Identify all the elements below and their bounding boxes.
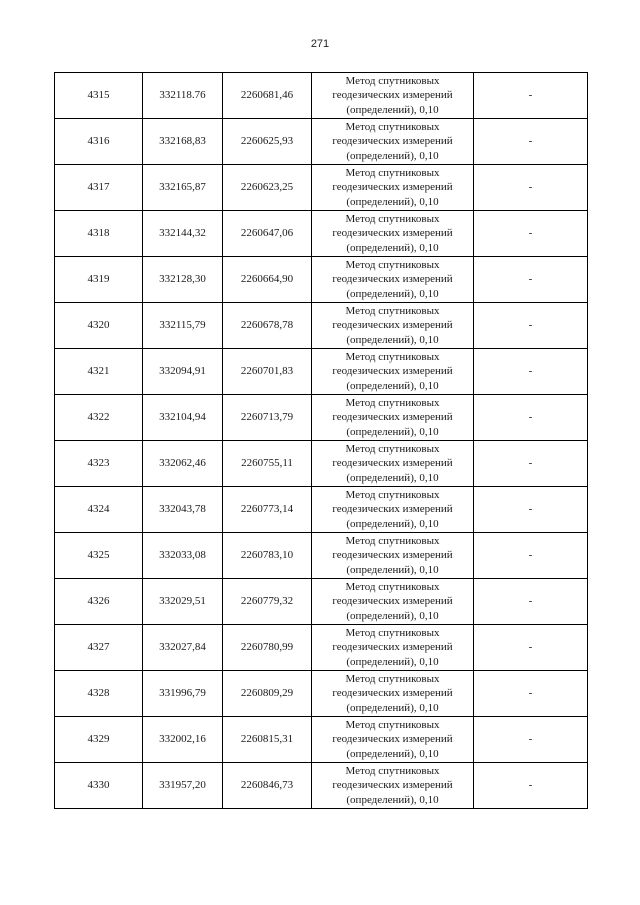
table-row bbox=[55, 717, 588, 763]
method-line: геодезических измерений bbox=[332, 181, 453, 194]
table-row bbox=[55, 257, 588, 303]
method-line: геодезических измерений bbox=[332, 779, 453, 792]
x-coordinate-cell: 332029,51 bbox=[143, 579, 223, 625]
method-line: (определений), 0,10 bbox=[346, 793, 439, 806]
method-line: Метод спутниковых bbox=[345, 166, 440, 179]
method-line: Метод спутниковых bbox=[345, 534, 440, 547]
y-coordinate-cell: 2260623,25 bbox=[223, 165, 312, 211]
note-cell: - bbox=[474, 763, 588, 809]
x-coordinate-cell: 332144,32 bbox=[143, 211, 223, 257]
method-line: (определений), 0,10 bbox=[346, 333, 439, 346]
method-line: (определений), 0,10 bbox=[346, 701, 439, 714]
y-coordinate-cell: 2260783,10 bbox=[223, 533, 312, 579]
y-coordinate-cell: 2260780,99 bbox=[223, 625, 312, 671]
method-line: (определений), 0,10 bbox=[346, 195, 439, 208]
method-line: (определений), 0,10 bbox=[346, 241, 439, 254]
x-coordinate-cell: 332062,46 bbox=[143, 441, 223, 487]
page-number: 271 bbox=[310, 38, 330, 50]
point-number-cell: 4324 bbox=[55, 487, 143, 533]
method-cell bbox=[312, 763, 474, 809]
method-line: геодезических измерений bbox=[332, 365, 453, 378]
coordinates-table-body bbox=[55, 73, 588, 809]
y-coordinate-cell: 2260846,73 bbox=[223, 763, 312, 809]
coordinates-table bbox=[54, 72, 588, 809]
x-coordinate-cell: 332118.76 bbox=[143, 73, 223, 119]
x-coordinate-cell: 332027,84 bbox=[143, 625, 223, 671]
method-line: геодезических измерений bbox=[332, 457, 453, 470]
method-cell bbox=[312, 487, 474, 533]
method-line: Метод спутниковых bbox=[345, 350, 440, 363]
note-cell: - bbox=[474, 579, 588, 625]
table-row bbox=[55, 211, 588, 257]
y-coordinate-cell: 2260755,11 bbox=[223, 441, 312, 487]
x-coordinate-cell: 332033,08 bbox=[143, 533, 223, 579]
y-coordinate-cell: 2260713,79 bbox=[223, 395, 312, 441]
method-cell bbox=[312, 579, 474, 625]
table-row bbox=[55, 395, 588, 441]
method-line: (определений), 0,10 bbox=[346, 517, 439, 530]
note-cell: - bbox=[474, 165, 588, 211]
method-line: (определений), 0,10 bbox=[346, 379, 439, 392]
point-number-cell: 4330 bbox=[55, 763, 143, 809]
method-line: геодезических измерений bbox=[332, 89, 453, 102]
y-coordinate-cell: 2260773,14 bbox=[223, 487, 312, 533]
method-line: Метод спутниковых bbox=[345, 304, 440, 317]
table-row bbox=[55, 625, 588, 671]
method-line: геодезических измерений bbox=[332, 549, 453, 562]
method-line: (определений), 0,10 bbox=[346, 471, 439, 484]
method-line: Метод спутниковых bbox=[345, 74, 440, 87]
y-coordinate-cell: 2260647,06 bbox=[223, 211, 312, 257]
method-cell bbox=[312, 211, 474, 257]
point-number-cell: 4315 bbox=[55, 73, 143, 119]
method-line: геодезических измерений bbox=[332, 227, 453, 240]
note-cell: - bbox=[474, 303, 588, 349]
x-coordinate-cell: 332128,30 bbox=[143, 257, 223, 303]
method-line: (определений), 0,10 bbox=[346, 287, 439, 300]
point-number-cell: 4327 bbox=[55, 625, 143, 671]
point-number-cell: 4329 bbox=[55, 717, 143, 763]
method-line: (определений), 0,10 bbox=[346, 149, 439, 162]
x-coordinate-cell: 332002,16 bbox=[143, 717, 223, 763]
note-cell: - bbox=[474, 671, 588, 717]
y-coordinate-cell: 2260809,29 bbox=[223, 671, 312, 717]
method-line: Метод спутниковых bbox=[345, 626, 440, 639]
method-line: (определений), 0,10 bbox=[346, 563, 439, 576]
method-line: геодезических измерений bbox=[332, 273, 453, 286]
method-cell bbox=[312, 257, 474, 303]
method-line: (определений), 0,10 bbox=[346, 747, 439, 760]
method-cell bbox=[312, 533, 474, 579]
point-number-cell: 4320 bbox=[55, 303, 143, 349]
method-line: (определений), 0,10 bbox=[346, 425, 439, 438]
method-line: геодезических измерений bbox=[332, 641, 453, 654]
method-line: Метод спутниковых bbox=[345, 488, 440, 501]
method-cell bbox=[312, 349, 474, 395]
method-cell bbox=[312, 73, 474, 119]
method-line: геодезических измерений bbox=[332, 595, 453, 608]
table-row bbox=[55, 303, 588, 349]
method-cell bbox=[312, 119, 474, 165]
point-number-cell: 4328 bbox=[55, 671, 143, 717]
method-line: геодезических измерений bbox=[332, 733, 453, 746]
x-coordinate-cell: 332168,83 bbox=[143, 119, 223, 165]
x-coordinate-cell: 332115,79 bbox=[143, 303, 223, 349]
method-cell bbox=[312, 717, 474, 763]
method-line: Метод спутниковых bbox=[345, 120, 440, 133]
method-line: геодезических измерений bbox=[332, 135, 453, 148]
note-cell: - bbox=[474, 533, 588, 579]
table-row bbox=[55, 579, 588, 625]
table-row bbox=[55, 441, 588, 487]
method-line: (определений), 0,10 bbox=[346, 609, 439, 622]
point-number-cell: 4325 bbox=[55, 533, 143, 579]
method-line: геодезических измерений bbox=[332, 411, 453, 424]
note-cell: - bbox=[474, 257, 588, 303]
point-number-cell: 4323 bbox=[55, 441, 143, 487]
y-coordinate-cell: 2260678,78 bbox=[223, 303, 312, 349]
note-cell: - bbox=[474, 349, 588, 395]
method-line: геодезических измерений bbox=[332, 687, 453, 700]
point-number-cell: 4319 bbox=[55, 257, 143, 303]
method-line: (определений), 0,10 bbox=[346, 655, 439, 668]
note-cell: - bbox=[474, 211, 588, 257]
method-line: геодезических измерений bbox=[332, 503, 453, 516]
point-number-cell: 4326 bbox=[55, 579, 143, 625]
point-number-cell: 4318 bbox=[55, 211, 143, 257]
x-coordinate-cell: 332094,91 bbox=[143, 349, 223, 395]
table-row bbox=[55, 671, 588, 717]
point-number-cell: 4322 bbox=[55, 395, 143, 441]
method-cell bbox=[312, 395, 474, 441]
method-line: геодезических измерений bbox=[332, 319, 453, 332]
note-cell: - bbox=[474, 717, 588, 763]
point-number-cell: 4317 bbox=[55, 165, 143, 211]
y-coordinate-cell: 2260664,90 bbox=[223, 257, 312, 303]
x-coordinate-cell: 332104,94 bbox=[143, 395, 223, 441]
x-coordinate-cell: 332165,87 bbox=[143, 165, 223, 211]
method-line: Метод спутниковых bbox=[345, 764, 440, 777]
point-number-cell: 4316 bbox=[55, 119, 143, 165]
method-line: Метод спутниковых bbox=[345, 442, 440, 455]
table-row bbox=[55, 763, 588, 809]
y-coordinate-cell: 2260625,93 bbox=[223, 119, 312, 165]
note-cell: - bbox=[474, 441, 588, 487]
method-line: Метод спутниковых bbox=[345, 672, 440, 685]
method-line: (определений), 0,10 bbox=[346, 103, 439, 116]
y-coordinate-cell: 2260681,46 bbox=[223, 73, 312, 119]
point-number-cell: 4321 bbox=[55, 349, 143, 395]
note-cell: - bbox=[474, 73, 588, 119]
x-coordinate-cell: 332043,78 bbox=[143, 487, 223, 533]
table-row bbox=[55, 349, 588, 395]
method-line: Метод спутниковых bbox=[345, 718, 440, 731]
method-cell bbox=[312, 441, 474, 487]
table-row bbox=[55, 487, 588, 533]
table-row bbox=[55, 165, 588, 211]
y-coordinate-cell: 2260701,83 bbox=[223, 349, 312, 395]
y-coordinate-cell: 2260815,31 bbox=[223, 717, 312, 763]
method-cell bbox=[312, 625, 474, 671]
table-row bbox=[55, 119, 588, 165]
table-row bbox=[55, 73, 588, 119]
method-line: Метод спутниковых bbox=[345, 580, 440, 593]
method-cell bbox=[312, 165, 474, 211]
note-cell: - bbox=[474, 395, 588, 441]
method-line: Метод спутниковых bbox=[345, 258, 440, 271]
x-coordinate-cell: 331996,79 bbox=[143, 671, 223, 717]
method-cell bbox=[312, 303, 474, 349]
method-line: Метод спутниковых bbox=[345, 212, 440, 225]
method-line: Метод спутниковых bbox=[345, 396, 440, 409]
note-cell: - bbox=[474, 487, 588, 533]
note-cell: - bbox=[474, 625, 588, 671]
note-cell: - bbox=[474, 119, 588, 165]
table-row bbox=[55, 533, 588, 579]
method-cell bbox=[312, 671, 474, 717]
x-coordinate-cell: 331957,20 bbox=[143, 763, 223, 809]
y-coordinate-cell: 2260779,32 bbox=[223, 579, 312, 625]
